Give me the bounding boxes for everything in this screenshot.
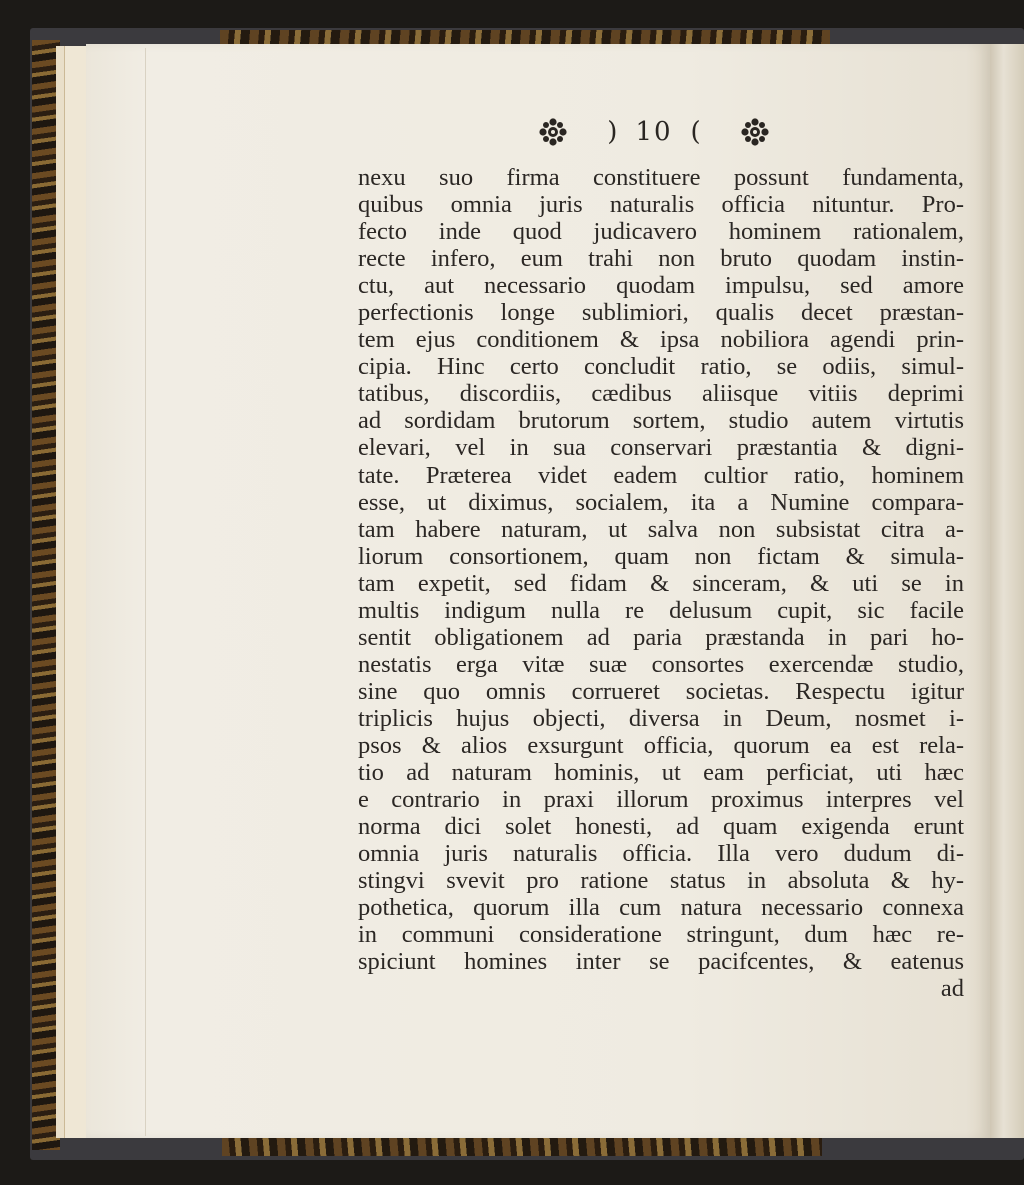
text-line: sine quo omnis corrueret societas. Respectu igitur (358, 677, 964, 705)
text-line: e contrario in praxi illorum proximus interpres vel (358, 786, 964, 814)
marbled-board-top (220, 30, 830, 44)
text-line: quibus omnia juris naturalis officia nituntur. Pro- (358, 191, 964, 219)
marbled-board-bottom (222, 1138, 822, 1156)
text-line: tate. Præterea videt eadem cultior ratio, hominem (358, 461, 964, 489)
text-line: tatibus, discordiis, cædibus aliisque vitiis deprimi (358, 380, 964, 408)
text-line: ad sordidam brutorum sortem, studio autem virtutis (358, 407, 964, 435)
text-line: tio ad naturam hominis, ut eam perficiat, uti hæc (358, 759, 964, 787)
page-fore-edge (990, 44, 1024, 1138)
text-line: triplicis hujus objecti, diversa in Deum, nosmet i- (358, 704, 964, 732)
text-line: psos & alios exsurgunt officia, quorum ea est rela- (358, 731, 964, 759)
body-text (358, 164, 964, 1002)
text-line: ctu, aut necessario quodam impulsu, sed amore (358, 272, 964, 300)
text-line: stingvi svevit pro ratione status in absoluta & hy- (358, 867, 964, 895)
gutter-line (145, 48, 146, 1136)
text-line: elevari, vel in sua conservari præstantia & digni- (358, 434, 964, 462)
catchword: ad (940, 975, 964, 1003)
text-line: norma dici solet honesti, ad quam exigenda erunt (358, 813, 964, 841)
text-line: pothetica, quorum illa cum natura necessario connexa (358, 894, 964, 922)
header-right-paren: ( (690, 117, 701, 147)
text-line: nexu suo firma constituere possunt fundamenta, (358, 164, 964, 191)
page-number: 10 (635, 117, 673, 147)
floral-ornament-icon (538, 117, 568, 147)
text-line: perfectionis longe sublimiori, qualis decet præstan- (358, 299, 964, 327)
text-line: spiciunt homines inter se pacifcentes, & eatenus (358, 948, 964, 976)
text-line: tam expetit, sed fidam & sinceram, & uti se in (358, 569, 964, 597)
text-line: tem ejus conditionem & ipsa nobiliora agendi prin- (358, 326, 964, 354)
floral-ornament-icon (740, 117, 770, 147)
text-line: liorum consortionem, quam non fictam & simula- (358, 542, 964, 570)
text-line: fecto inde quod judicavero hominem rationalem, (358, 218, 964, 246)
text-line: multis indigum nulla re delusum cupit, sic facile (358, 596, 964, 624)
text-line: in communi consideratione stringunt, dum hæc re- (358, 921, 964, 949)
text-line: omnia juris naturalis officia. Illa vero dudum di- (358, 840, 964, 868)
text-line: recte infero, eum trahi non bruto quodam instin- (358, 245, 964, 273)
header-left-paren: ) (607, 117, 618, 147)
text-line: cipia. Hinc certo concludit ratio, se odiis, simul- (358, 353, 964, 381)
text-line: nestatis erga vitæ suæ consortes exercendæ studio, (358, 650, 964, 678)
text-line: tam habere naturam, ut salva non subsistat citra a- (358, 515, 964, 543)
text-line: sentit obligationem ad paria præstanda in pari ho- (358, 623, 964, 651)
header-page-number-group (607, 117, 700, 147)
page-header (538, 114, 770, 150)
text-line: esse, ut diximus, socialem, ita a Numine compara- (358, 488, 964, 516)
